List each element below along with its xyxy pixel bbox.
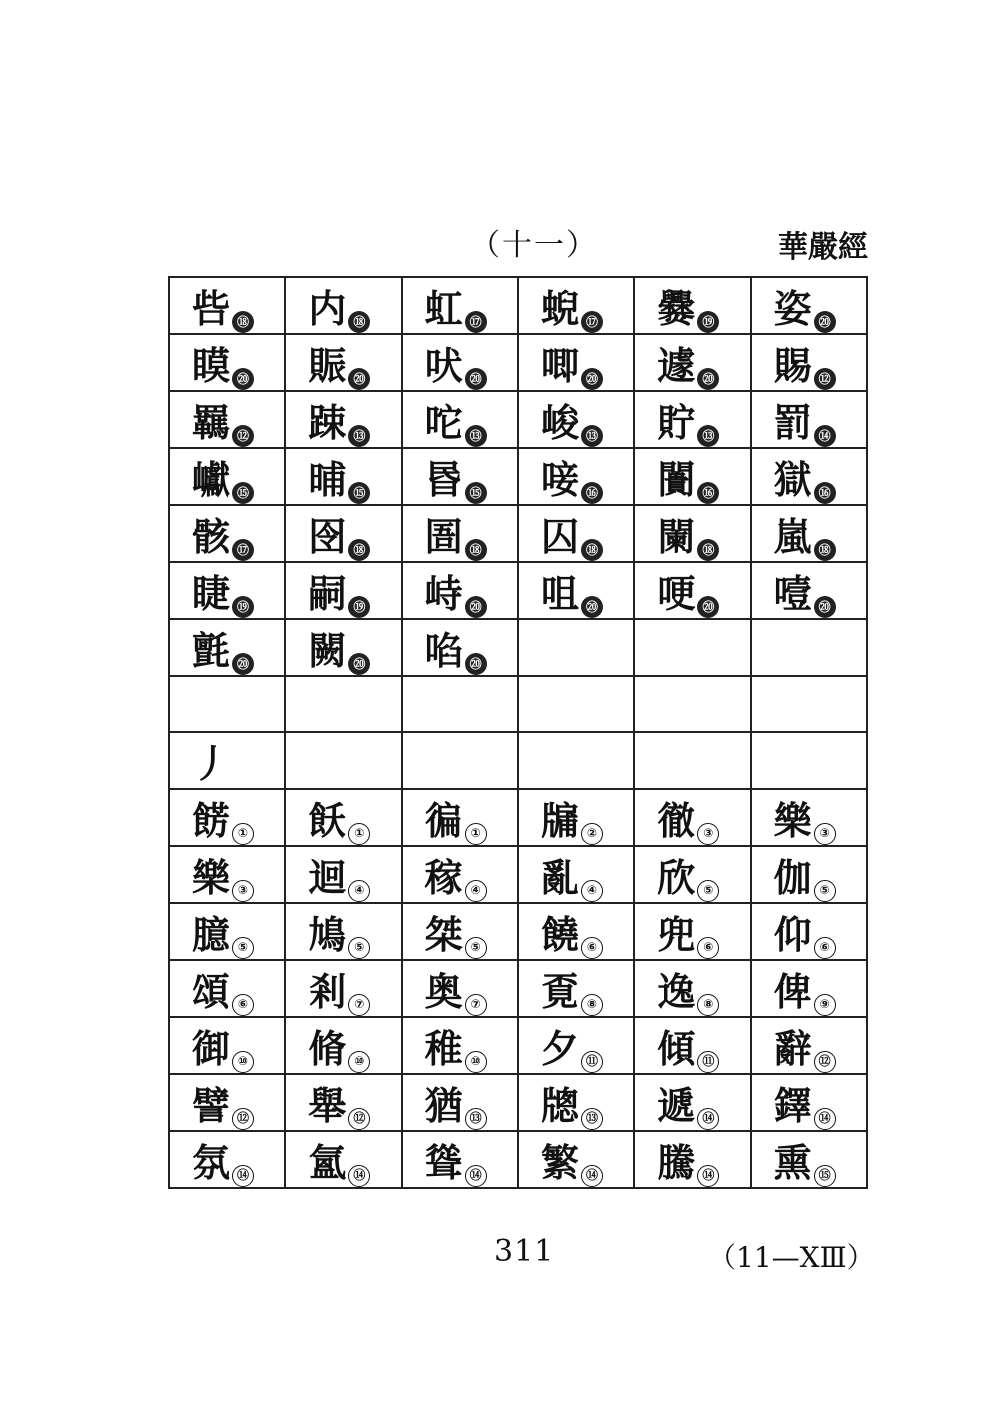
character-table bbox=[168, 276, 868, 1189]
table-cell bbox=[285, 1017, 401, 1074]
footnote-number: ⑳ bbox=[232, 368, 254, 390]
table-cell bbox=[285, 903, 401, 960]
footnote-number: ④ bbox=[465, 880, 487, 902]
table-cell bbox=[402, 676, 518, 732]
character: 傾 bbox=[657, 1026, 696, 1071]
table-row bbox=[169, 448, 867, 505]
table-row bbox=[169, 960, 867, 1017]
footnote-number: ⑱ bbox=[232, 311, 254, 333]
footnote-number: ⑳ bbox=[465, 596, 487, 618]
table-cell bbox=[518, 391, 634, 448]
table-row bbox=[169, 619, 867, 676]
footnote-number: ⑤ bbox=[465, 937, 487, 959]
footnote-number: ③ bbox=[232, 880, 254, 902]
character: 昬 bbox=[424, 457, 463, 502]
character: 姿 bbox=[773, 286, 812, 331]
table-cell bbox=[169, 960, 285, 1017]
character: 剎 bbox=[308, 969, 347, 1014]
character: 啗 bbox=[424, 628, 463, 673]
table-cell bbox=[402, 448, 518, 505]
table-row bbox=[169, 562, 867, 619]
footnote-number: ④ bbox=[348, 880, 370, 902]
footnote-number: ⑰ bbox=[581, 311, 603, 333]
footnote-number: ② bbox=[581, 823, 603, 845]
character: 蜺 bbox=[540, 286, 579, 331]
table-row bbox=[169, 277, 867, 334]
character: 闕 bbox=[308, 628, 347, 673]
table-row bbox=[169, 1074, 867, 1131]
table-cell bbox=[285, 391, 401, 448]
footnote-number: ⑫ bbox=[348, 1108, 370, 1130]
character: 賜 bbox=[773, 343, 812, 388]
character: 囹 bbox=[308, 514, 347, 559]
footnote-number: ① bbox=[348, 823, 370, 845]
table-cell bbox=[751, 562, 867, 619]
footnote-number: ⑭ bbox=[465, 1165, 487, 1187]
character: 樂 bbox=[192, 855, 231, 900]
footnote-number: ⑥ bbox=[814, 937, 836, 959]
character: 爨 bbox=[657, 286, 696, 331]
table-cell bbox=[402, 1131, 518, 1188]
character: 晡 bbox=[308, 457, 347, 502]
table-cell bbox=[634, 789, 750, 846]
table-row bbox=[169, 903, 867, 960]
character: 猶 bbox=[424, 1083, 463, 1128]
footnote-number: ⑭ bbox=[697, 1108, 719, 1130]
table-cell bbox=[285, 846, 401, 903]
character: 峻 bbox=[540, 400, 579, 445]
table-cell bbox=[518, 903, 634, 960]
character: 饒 bbox=[540, 912, 579, 957]
footnote-number: ⑳ bbox=[465, 653, 487, 675]
table-row bbox=[169, 1131, 867, 1188]
footnote-number: ⑥ bbox=[581, 937, 603, 959]
character: 闠 bbox=[657, 457, 696, 502]
table-cell bbox=[169, 448, 285, 505]
character: 奥 bbox=[424, 969, 463, 1014]
table-cell bbox=[169, 562, 285, 619]
table-cell bbox=[285, 789, 401, 846]
table-cell bbox=[285, 334, 401, 391]
table-cell bbox=[751, 960, 867, 1017]
character: 吠 bbox=[424, 343, 463, 388]
table-cell bbox=[518, 732, 634, 789]
footnote-number: ⑳ bbox=[814, 311, 836, 333]
table-cell bbox=[169, 903, 285, 960]
footnote-number: ⑳ bbox=[232, 653, 254, 675]
footnote-number: ⑧ bbox=[581, 994, 603, 1016]
table-cell bbox=[751, 448, 867, 505]
footnote-number: ⑮ bbox=[465, 482, 487, 504]
character: 踈 bbox=[308, 400, 347, 445]
footnote-number: ⑱ bbox=[581, 539, 603, 561]
character: 飫 bbox=[308, 798, 347, 843]
table-cell bbox=[169, 505, 285, 562]
table-cell bbox=[169, 789, 285, 846]
table-cell bbox=[518, 789, 634, 846]
table-cell bbox=[169, 277, 285, 334]
character: 舉 bbox=[308, 1083, 347, 1128]
character: 氳 bbox=[308, 1140, 347, 1185]
character: 峙 bbox=[424, 571, 463, 616]
footnote-number: ⑬ bbox=[465, 1108, 487, 1130]
table-cell bbox=[285, 619, 401, 676]
footnote-number: ⑤ bbox=[348, 937, 370, 959]
character: 牕 bbox=[540, 1083, 579, 1128]
footnote-number: ⑬ bbox=[348, 425, 370, 447]
table-cell bbox=[518, 1131, 634, 1188]
footnote-number: ⑮ bbox=[232, 482, 254, 504]
table-cell bbox=[169, 1017, 285, 1074]
table-cell bbox=[518, 277, 634, 334]
table-row bbox=[169, 676, 867, 732]
character: 鳩 bbox=[308, 912, 347, 957]
table-cell bbox=[402, 846, 518, 903]
footnote-number: ⑪ bbox=[581, 1051, 603, 1073]
character: 唧 bbox=[540, 343, 579, 388]
table-cell bbox=[169, 732, 285, 789]
footnote-number: ⑰ bbox=[465, 311, 487, 333]
footnote-number: ⑪ bbox=[697, 1051, 719, 1073]
table-cell bbox=[402, 562, 518, 619]
character: 逸 bbox=[657, 969, 696, 1014]
footnote-number: ⑳ bbox=[697, 368, 719, 390]
footnote-number: ⑱ bbox=[348, 539, 370, 561]
table-row bbox=[169, 732, 867, 789]
character: 虹 bbox=[424, 286, 463, 331]
table-cell bbox=[402, 960, 518, 1017]
character: 咜 bbox=[424, 400, 463, 445]
character: 嵐 bbox=[773, 514, 812, 559]
table-cell bbox=[751, 676, 867, 732]
character: 稼 bbox=[424, 855, 463, 900]
character: 鐸 bbox=[773, 1083, 812, 1128]
table-cell bbox=[402, 1017, 518, 1074]
footnote-number: ⑥ bbox=[232, 994, 254, 1016]
table-cell bbox=[518, 1074, 634, 1131]
table-cell bbox=[402, 789, 518, 846]
table-cell bbox=[169, 334, 285, 391]
table-cell bbox=[285, 448, 401, 505]
character: 貯 bbox=[657, 400, 696, 445]
footnote-number: ⑭ bbox=[348, 1165, 370, 1187]
character: 内 bbox=[308, 286, 347, 331]
footnote-number: ⑩ bbox=[348, 1051, 370, 1073]
table-cell bbox=[751, 1017, 867, 1074]
footnote-number: ⑯ bbox=[814, 482, 836, 504]
table-cell bbox=[634, 448, 750, 505]
character: 頌 bbox=[192, 969, 231, 1014]
table-cell bbox=[751, 789, 867, 846]
character: 嗣 bbox=[308, 571, 347, 616]
table-cell bbox=[634, 1074, 750, 1131]
table-cell bbox=[634, 846, 750, 903]
footnote-number: ⑳ bbox=[814, 596, 836, 618]
table-cell bbox=[751, 391, 867, 448]
footnote-number: ⑩ bbox=[465, 1051, 487, 1073]
sutra-title: 華嚴經 bbox=[778, 230, 868, 265]
footnote-number: ⑲ bbox=[232, 596, 254, 618]
table-cell bbox=[169, 391, 285, 448]
table-cell bbox=[751, 1074, 867, 1131]
character: 騰 bbox=[657, 1140, 696, 1185]
table-cell bbox=[402, 277, 518, 334]
footnote-number: ⑰ bbox=[232, 539, 254, 561]
footnote-number: ③ bbox=[697, 823, 719, 845]
volume-range: （11—XⅢ） bbox=[708, 1241, 875, 1274]
character: 欣 bbox=[657, 855, 696, 900]
table-cell bbox=[751, 505, 867, 562]
footnote-number: ① bbox=[465, 823, 487, 845]
footnote-number: ⑫ bbox=[814, 1051, 836, 1073]
table-row bbox=[169, 505, 867, 562]
table-cell bbox=[169, 619, 285, 676]
table-cell bbox=[751, 334, 867, 391]
footnote-number: ⑳ bbox=[348, 653, 370, 675]
table-cell bbox=[518, 505, 634, 562]
footnote-number: ⑧ bbox=[697, 994, 719, 1016]
footnote-number: ⑳ bbox=[697, 596, 719, 618]
footnote-number: ⑬ bbox=[697, 425, 719, 447]
table-row bbox=[169, 846, 867, 903]
footnote-number: ⑫ bbox=[814, 368, 836, 390]
table-cell bbox=[518, 1017, 634, 1074]
character: 噎 bbox=[773, 571, 812, 616]
character: 脩 bbox=[308, 1026, 347, 1071]
character: 遽 bbox=[657, 343, 696, 388]
table-cell bbox=[402, 619, 518, 676]
footnote-number: ⑲ bbox=[348, 596, 370, 618]
character: 瞙 bbox=[192, 343, 231, 388]
table-cell bbox=[518, 619, 634, 676]
footnote-number: ⑬ bbox=[465, 425, 487, 447]
character: 呰 bbox=[192, 286, 231, 331]
character: 獄 bbox=[773, 457, 812, 502]
character: 囚 bbox=[540, 514, 579, 559]
character: 圄 bbox=[424, 514, 463, 559]
table-cell bbox=[518, 334, 634, 391]
character: 俾 bbox=[773, 969, 812, 1014]
footnote-number: ⑭ bbox=[814, 1108, 836, 1130]
section-heading: （十一） bbox=[470, 228, 598, 263]
footnote-number: ⑮ bbox=[814, 1165, 836, 1187]
table-cell bbox=[402, 1074, 518, 1131]
character: 稚 bbox=[424, 1026, 463, 1071]
character: 羈 bbox=[192, 400, 231, 445]
character: 巘 bbox=[192, 457, 231, 502]
footnote-number: ⑭ bbox=[581, 1165, 603, 1187]
footnote-number: ⑳ bbox=[581, 596, 603, 618]
table-cell bbox=[751, 732, 867, 789]
character: 哽 bbox=[657, 571, 696, 616]
table-cell bbox=[751, 846, 867, 903]
table-cell bbox=[751, 619, 867, 676]
footnote-number: ⑮ bbox=[348, 482, 370, 504]
table-cell bbox=[751, 903, 867, 960]
table-cell bbox=[285, 277, 401, 334]
character: 睫 bbox=[192, 571, 231, 616]
table-cell bbox=[634, 676, 750, 732]
footnote-number: ⑭ bbox=[232, 1165, 254, 1187]
footnote-number: ⑱ bbox=[697, 539, 719, 561]
character: 覔 bbox=[540, 969, 579, 1014]
table-cell bbox=[751, 277, 867, 334]
character: 臆 bbox=[192, 912, 231, 957]
table-cell bbox=[634, 334, 750, 391]
table-cell bbox=[634, 1017, 750, 1074]
footnote-number: ⑫ bbox=[232, 1108, 254, 1130]
table-cell bbox=[402, 903, 518, 960]
footnote-number: ③ bbox=[814, 823, 836, 845]
character: 辭 bbox=[773, 1026, 812, 1071]
footnote-number: ⑲ bbox=[697, 311, 719, 333]
character: 伽 bbox=[773, 855, 812, 900]
table-cell bbox=[285, 505, 401, 562]
footnote-number: ⑱ bbox=[348, 311, 370, 333]
footnote-number: ① bbox=[232, 823, 254, 845]
character: 徹 bbox=[657, 798, 696, 843]
footnote-number: ⑤ bbox=[232, 937, 254, 959]
character: 丿 bbox=[192, 741, 231, 786]
character: 遞 bbox=[657, 1083, 696, 1128]
character: 聳 bbox=[424, 1140, 463, 1185]
character: 迴 bbox=[308, 855, 347, 900]
footnote-number: ⑬ bbox=[581, 1108, 603, 1130]
page-number: 311 bbox=[494, 1234, 555, 1269]
table-cell bbox=[285, 732, 401, 789]
character: 兜 bbox=[657, 912, 696, 957]
table-cell bbox=[518, 960, 634, 1017]
character: 餝 bbox=[192, 798, 231, 843]
footnote-number: ⑤ bbox=[697, 880, 719, 902]
character: 仰 bbox=[773, 912, 812, 957]
table-cell bbox=[634, 505, 750, 562]
footnote-number: ⑦ bbox=[348, 994, 370, 1016]
character: 氛 bbox=[192, 1140, 231, 1185]
character: 桀 bbox=[424, 912, 463, 957]
table-row bbox=[169, 391, 867, 448]
table-cell bbox=[169, 1074, 285, 1131]
footnote-number: ⑤ bbox=[814, 880, 836, 902]
table-cell bbox=[285, 1131, 401, 1188]
footnote-number: ⑦ bbox=[465, 994, 487, 1016]
table-cell bbox=[634, 960, 750, 1017]
footnote-number: ⑯ bbox=[697, 482, 719, 504]
table-row bbox=[169, 334, 867, 391]
character: 樂 bbox=[773, 798, 812, 843]
table-cell bbox=[634, 277, 750, 334]
footnote-number: ⑬ bbox=[581, 425, 603, 447]
table-cell bbox=[634, 562, 750, 619]
table-cell bbox=[751, 1131, 867, 1188]
character: 牖 bbox=[540, 798, 579, 843]
character: 熏 bbox=[773, 1140, 812, 1185]
footnote-number: ⑯ bbox=[581, 482, 603, 504]
character: 繁 bbox=[540, 1140, 579, 1185]
character: 氈 bbox=[192, 628, 231, 673]
table-cell bbox=[402, 391, 518, 448]
table-cell bbox=[634, 903, 750, 960]
character: 夕 bbox=[540, 1026, 579, 1071]
table-cell bbox=[285, 960, 401, 1017]
character: 徧 bbox=[424, 798, 463, 843]
character: 骸 bbox=[192, 514, 231, 559]
footnote-number: ⑳ bbox=[348, 368, 370, 390]
table-cell bbox=[402, 334, 518, 391]
footnote-number: ⑫ bbox=[232, 425, 254, 447]
table-cell bbox=[169, 676, 285, 732]
table-cell bbox=[402, 505, 518, 562]
table-row bbox=[169, 789, 867, 846]
table-row bbox=[169, 1017, 867, 1074]
table-cell bbox=[518, 562, 634, 619]
table-cell bbox=[634, 1131, 750, 1188]
table-cell bbox=[518, 846, 634, 903]
table-cell bbox=[634, 619, 750, 676]
footnote-number: ⑳ bbox=[581, 368, 603, 390]
table-cell bbox=[518, 448, 634, 505]
footnote-number: ⑩ bbox=[232, 1051, 254, 1073]
table-cell bbox=[285, 562, 401, 619]
character: 唼 bbox=[540, 457, 579, 502]
character: 賑 bbox=[308, 343, 347, 388]
footnote-number: ④ bbox=[581, 880, 603, 902]
table-cell bbox=[518, 676, 634, 732]
table-cell bbox=[285, 676, 401, 732]
table-cell bbox=[402, 732, 518, 789]
character: 咀 bbox=[540, 571, 579, 616]
footnote-number: ⑱ bbox=[465, 539, 487, 561]
character: 罰 bbox=[773, 400, 812, 445]
character: 闌 bbox=[657, 514, 696, 559]
character: 亂 bbox=[540, 855, 579, 900]
character: 譬 bbox=[192, 1083, 231, 1128]
footnote-number: ⑭ bbox=[814, 425, 836, 447]
table-cell bbox=[634, 732, 750, 789]
footnote-number: ⑥ bbox=[697, 937, 719, 959]
footnote-number: ⑭ bbox=[697, 1165, 719, 1187]
character: 御 bbox=[192, 1026, 231, 1071]
footnote-number: ⑱ bbox=[814, 539, 836, 561]
footnote-number: ⑳ bbox=[465, 368, 487, 390]
footnote-number: ⑨ bbox=[814, 994, 836, 1016]
table-cell bbox=[285, 1074, 401, 1131]
table-cell bbox=[634, 391, 750, 448]
table-cell bbox=[169, 1131, 285, 1188]
table-cell bbox=[169, 846, 285, 903]
